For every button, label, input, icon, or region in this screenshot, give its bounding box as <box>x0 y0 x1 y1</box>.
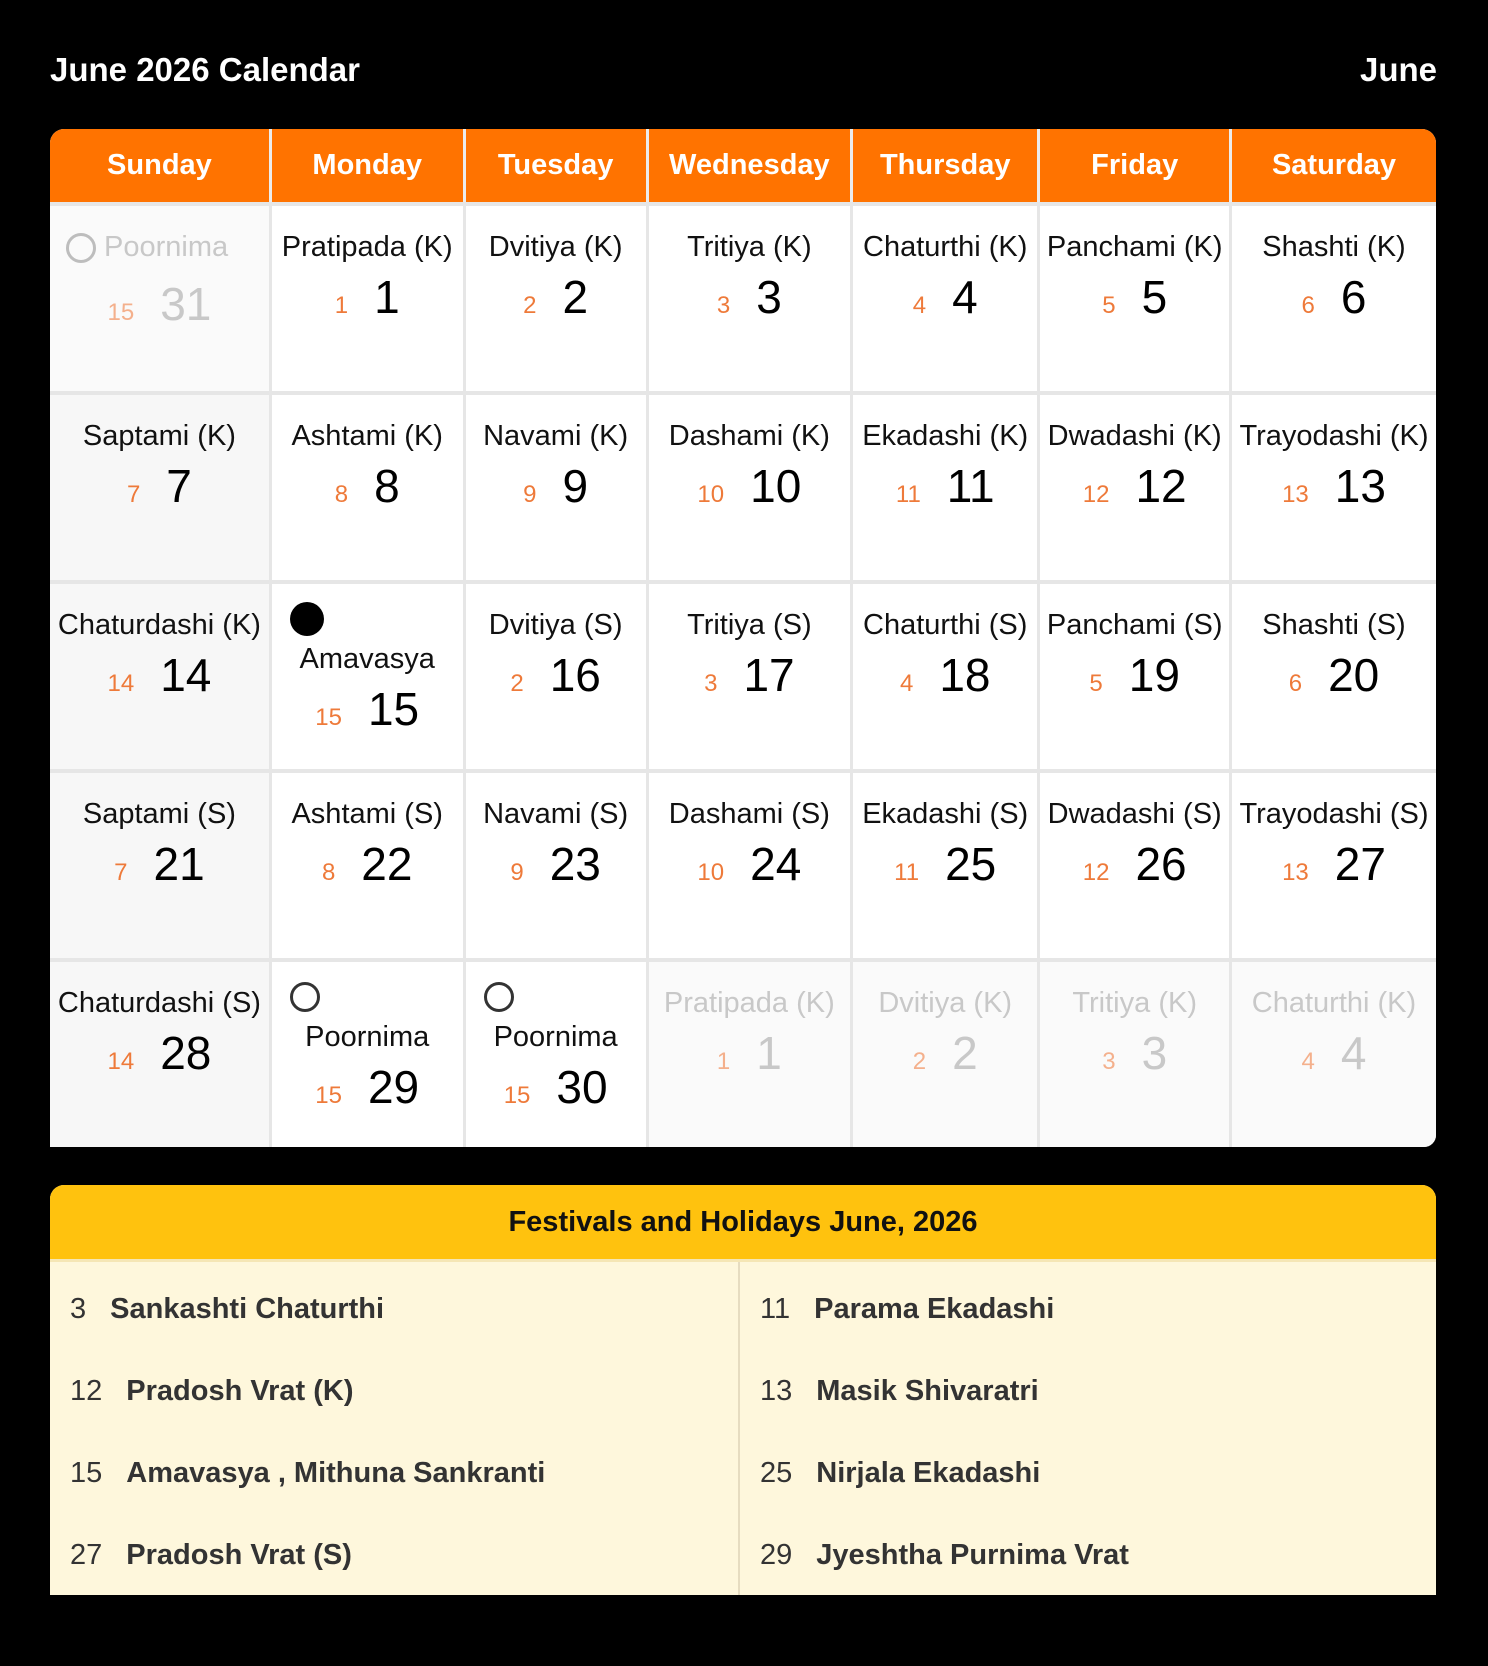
festival-name: Parama Ekadashi <box>814 1292 1055 1325</box>
tithi-number: 11 <box>894 859 920 886</box>
tithi-label: Dashami (K) <box>668 420 830 452</box>
weekday-monday: Monday <box>270 129 464 204</box>
calendar-day-cell[interactable] <box>270 204 464 393</box>
calendar-day-cell[interactable] <box>50 771 270 960</box>
page-header <box>50 48 1437 92</box>
gregorian-date: 17 <box>743 649 795 701</box>
weekday-header-row <box>50 129 1436 204</box>
page-title: June 2026 Calendar <box>50 51 360 88</box>
gregorian-date: 25 <box>945 838 997 890</box>
weekday-sunday: Sunday <box>50 129 270 204</box>
tithi-number: 4 <box>899 670 914 697</box>
tithi-label: Chaturdashi (K) <box>57 609 261 641</box>
tithi-label: Dvitiya (K) <box>488 231 623 263</box>
tithi-number: 2 <box>510 670 524 697</box>
gregorian-date: 9 <box>562 460 589 512</box>
tithi-number: 3 <box>1102 1048 1116 1075</box>
tithi-label: Trayodashi (S) <box>1239 798 1429 830</box>
tithi-number: 7 <box>126 481 141 508</box>
gregorian-date: 13 <box>1334 460 1386 512</box>
festival-item[interactable] <box>740 1432 1436 1514</box>
festival-day: 25 <box>760 1456 793 1489</box>
tithi-number: 6 <box>1288 670 1303 697</box>
tithi-label: Navami (S) <box>483 798 629 830</box>
gregorian-date: 19 <box>1128 649 1180 701</box>
full-moon-icon <box>484 982 514 1012</box>
calendar-week-row <box>50 204 1436 393</box>
festival-name: Sankashti Chaturthi <box>110 1292 385 1325</box>
calendar-day-cell[interactable] <box>647 204 851 393</box>
calendar-week-row <box>50 771 1436 960</box>
festivals-left-column <box>50 1262 740 1595</box>
festival-day: 11 <box>760 1292 791 1325</box>
weekday-saturday: Saturday <box>1231 129 1437 204</box>
month-label: June <box>1359 51 1437 88</box>
calendar-day-cell[interactable] <box>464 204 647 393</box>
festival-item[interactable] <box>50 1432 738 1514</box>
festival-item[interactable] <box>740 1268 1436 1350</box>
tithi-label: Poornima <box>305 1021 430 1053</box>
calendar-day-cell[interactable] <box>464 582 647 771</box>
tithi-number: 2 <box>912 1048 927 1075</box>
tithi-label: Dwadashi (S) <box>1047 798 1222 830</box>
calendar-day-cell[interactable] <box>464 393 647 582</box>
tithi-number: 7 <box>114 859 128 886</box>
gregorian-date: 20 <box>1328 649 1380 701</box>
tithi-number: 9 <box>510 859 524 886</box>
calendar-day-cell[interactable] <box>50 582 270 771</box>
tithi-number: 14 <box>107 1048 135 1075</box>
tithi-number: 2 <box>523 292 537 319</box>
tithi-number: 6 <box>1301 292 1315 319</box>
calendar-day-cell-other-month[interactable] <box>647 960 851 1147</box>
tithi-number: 5 <box>1089 670 1103 697</box>
tithi-label: Pratipada (K) <box>663 987 835 1019</box>
calendar-day-cell[interactable] <box>1039 393 1231 582</box>
gregorian-date: 4 <box>1340 1027 1367 1079</box>
tithi-number: 3 <box>704 670 718 697</box>
festival-day: 27 <box>70 1538 103 1571</box>
gregorian-date: 2 <box>952 1027 978 1079</box>
calendar-day-cell[interactable] <box>647 771 851 960</box>
calendar-day-cell[interactable] <box>852 204 1039 393</box>
gregorian-date: 1 <box>374 271 400 323</box>
tithi-label: Shashti (S) <box>1262 609 1406 641</box>
calendar-day-cell[interactable] <box>647 393 851 582</box>
tithi-number: 15 <box>315 1082 342 1109</box>
festival-day: 3 <box>70 1292 87 1325</box>
tithi-number: 15 <box>315 704 342 731</box>
gregorian-date: 3 <box>756 271 782 323</box>
festival-day: 29 <box>760 1538 793 1571</box>
festival-name: Pradosh Vrat (S) <box>126 1538 352 1571</box>
calendar-day-cell[interactable] <box>270 960 464 1147</box>
tithi-label: Saptami (K) <box>82 420 236 452</box>
calendar-day-cell[interactable] <box>50 393 270 582</box>
calendar-day-cell[interactable] <box>1039 771 1231 960</box>
tithi-label: Chaturthi (K) <box>863 231 1028 263</box>
weekday-wednesday: Wednesday <box>647 129 851 204</box>
calendar-week-row <box>50 393 1436 582</box>
tithi-number: 12 <box>1082 859 1110 886</box>
festival-day: 12 <box>70 1374 103 1407</box>
calendar-day-cell[interactable] <box>270 771 464 960</box>
gregorian-date: 11 <box>946 460 995 512</box>
festival-name: Amavasya , Mithuna Sankranti <box>126 1456 546 1489</box>
tithi-number: 5 <box>1102 292 1116 319</box>
tithi-number: 10 <box>697 859 725 886</box>
tithi-label: Shashti (K) <box>1262 231 1406 263</box>
calendar-day-cell[interactable] <box>852 582 1039 771</box>
gregorian-date: 4 <box>952 271 978 323</box>
tithi-label: Dashami (S) <box>668 798 830 830</box>
tithi-label: Ashtami (K) <box>291 420 443 452</box>
calendar-week-row <box>50 582 1436 771</box>
calendar-day-cell[interactable] <box>1231 204 1437 393</box>
festival-item[interactable] <box>50 1268 738 1350</box>
calendar-day-cell[interactable] <box>270 582 464 771</box>
gregorian-date: 1 <box>756 1027 782 1079</box>
gregorian-date: 6 <box>1340 271 1367 323</box>
gregorian-date: 7 <box>166 460 192 512</box>
weekday-thursday: Thursday <box>852 129 1039 204</box>
gregorian-date: 14 <box>160 649 212 701</box>
festival-day: 13 <box>760 1374 793 1407</box>
calendar-grid <box>50 129 1436 1147</box>
festival-name: Jyeshtha Purnima Vrat <box>816 1538 1129 1571</box>
tithi-label: Tritiya (K) <box>1072 987 1197 1019</box>
tithi-label: Ekadashi (K) <box>862 420 1029 452</box>
calendar-day-cell[interactable] <box>464 771 647 960</box>
gregorian-date: 5 <box>1141 271 1168 323</box>
tithi-number: 4 <box>1301 1048 1315 1075</box>
gregorian-date: 12 <box>1135 460 1187 512</box>
tithi-number: 12 <box>1082 481 1110 508</box>
tithi-label: Panchami (S) <box>1046 609 1223 641</box>
tithi-label <box>50 226 269 276</box>
calendar-day-cell[interactable] <box>50 960 270 1147</box>
tithi-label: Dvitiya (S) <box>488 609 623 641</box>
calendar-day-cell[interactable] <box>1039 204 1231 393</box>
gregorian-date: 8 <box>374 460 400 512</box>
gregorian-date: 29 <box>367 1061 420 1113</box>
tithi-number: 9 <box>523 481 537 508</box>
tithi-number: 10 <box>697 481 725 508</box>
festivals-title: Festivals and Holidays June, 2026 <box>50 1185 1436 1262</box>
tithi-label: Amavasya <box>299 643 435 675</box>
tithi-label: Chaturthi (K) <box>1251 987 1417 1019</box>
full-moon-icon <box>66 233 96 263</box>
tithi-label: Navami (K) <box>483 420 629 452</box>
tithi-label: Dvitiya (K) <box>878 987 1013 1019</box>
gregorian-date: 27 <box>1334 838 1386 890</box>
festivals-right-column <box>740 1262 1436 1595</box>
calendar-day-cell-other-month[interactable] <box>50 204 270 393</box>
tithi-number: 8 <box>334 481 349 508</box>
tithi-number: 8 <box>321 859 336 886</box>
calendar-week-row <box>50 960 1436 1147</box>
gregorian-date: 22 <box>361 838 413 890</box>
tithi-label: Tritiya (K) <box>687 231 812 263</box>
tithi-label: Dwadashi (K) <box>1047 420 1222 452</box>
festival-day: 15 <box>70 1456 103 1489</box>
gregorian-date: 2 <box>562 271 589 323</box>
tithi-text: Poornima <box>104 231 229 263</box>
calendar-day-cell[interactable] <box>1039 582 1231 771</box>
new-moon-icon <box>290 602 324 636</box>
tithi-number: 14 <box>107 670 135 697</box>
tithi-label: Pratipada (K) <box>281 231 453 263</box>
tithi-label: Trayodashi (K) <box>1239 420 1429 452</box>
festival-item[interactable] <box>740 1350 1436 1432</box>
calendar-day-cell[interactable] <box>1231 771 1437 960</box>
tithi-number: 11 <box>895 481 921 508</box>
festival-name: Pradosh Vrat (K) <box>126 1374 354 1407</box>
tithi-label: Chaturdashi (S) <box>57 987 261 1019</box>
gregorian-date: 21 <box>153 838 205 890</box>
gregorian-date: 26 <box>1135 838 1187 890</box>
festival-item[interactable] <box>50 1514 738 1595</box>
tithi-label: Saptami (S) <box>82 798 236 830</box>
full-moon-icon <box>290 982 320 1012</box>
calendar-day-cell-other-month[interactable] <box>1231 960 1437 1147</box>
calendar-day-cell[interactable] <box>852 393 1039 582</box>
gregorian-date: 30 <box>556 1061 608 1113</box>
gregorian-date: 23 <box>549 838 601 890</box>
festivals-panel <box>50 1185 1436 1595</box>
festival-name: Nirjala Ekadashi <box>816 1456 1041 1489</box>
calendar-day-cell[interactable] <box>852 771 1039 960</box>
calendar-day-cell[interactable] <box>464 960 647 1147</box>
gregorian-date: 16 <box>549 649 601 701</box>
tithi-label: Chaturthi (S) <box>863 609 1028 641</box>
calendar-day-cell[interactable] <box>270 393 464 582</box>
tithi-number: 1 <box>716 1048 731 1075</box>
calendar-day-cell-other-month[interactable] <box>1039 960 1231 1147</box>
weekday-tuesday: Tuesday <box>464 129 647 204</box>
calendar-day-cell[interactable] <box>1231 582 1437 771</box>
gregorian-date: 15 <box>367 683 420 735</box>
tithi-label: Panchami (K) <box>1046 231 1223 263</box>
calendar-day-cell-other-month[interactable] <box>852 960 1039 1147</box>
tithi-number: 15 <box>107 298 135 326</box>
gregorian-date: 3 <box>1141 1027 1168 1079</box>
tithi-number: 13 <box>1282 481 1309 508</box>
gregorian-date: 18 <box>939 649 991 701</box>
tithi-label: Ekadashi (S) <box>862 798 1029 830</box>
gregorian-date: 10 <box>750 460 802 512</box>
tithi-number: 4 <box>912 292 927 319</box>
tithi-number: 13 <box>1282 859 1309 886</box>
gregorian-date: 24 <box>750 838 802 890</box>
tithi-label: Poornima <box>493 1021 618 1053</box>
gregorian-date: 28 <box>160 1027 212 1079</box>
calendar-day-cell[interactable] <box>647 582 851 771</box>
festival-name: Masik Shivaratri <box>816 1374 1039 1407</box>
tithi-label: Ashtami (S) <box>291 798 443 830</box>
tithi-number: 3 <box>716 292 731 319</box>
festival-item[interactable] <box>50 1350 738 1432</box>
tithi-number: 15 <box>503 1082 531 1109</box>
tithi-number: 1 <box>334 292 349 319</box>
tithi-label: Tritiya (S) <box>687 609 812 641</box>
calendar-day-cell[interactable] <box>1231 393 1437 582</box>
gregorian-date: 31 <box>160 277 212 330</box>
festival-item[interactable] <box>740 1514 1436 1595</box>
weekday-friday: Friday <box>1039 129 1231 204</box>
